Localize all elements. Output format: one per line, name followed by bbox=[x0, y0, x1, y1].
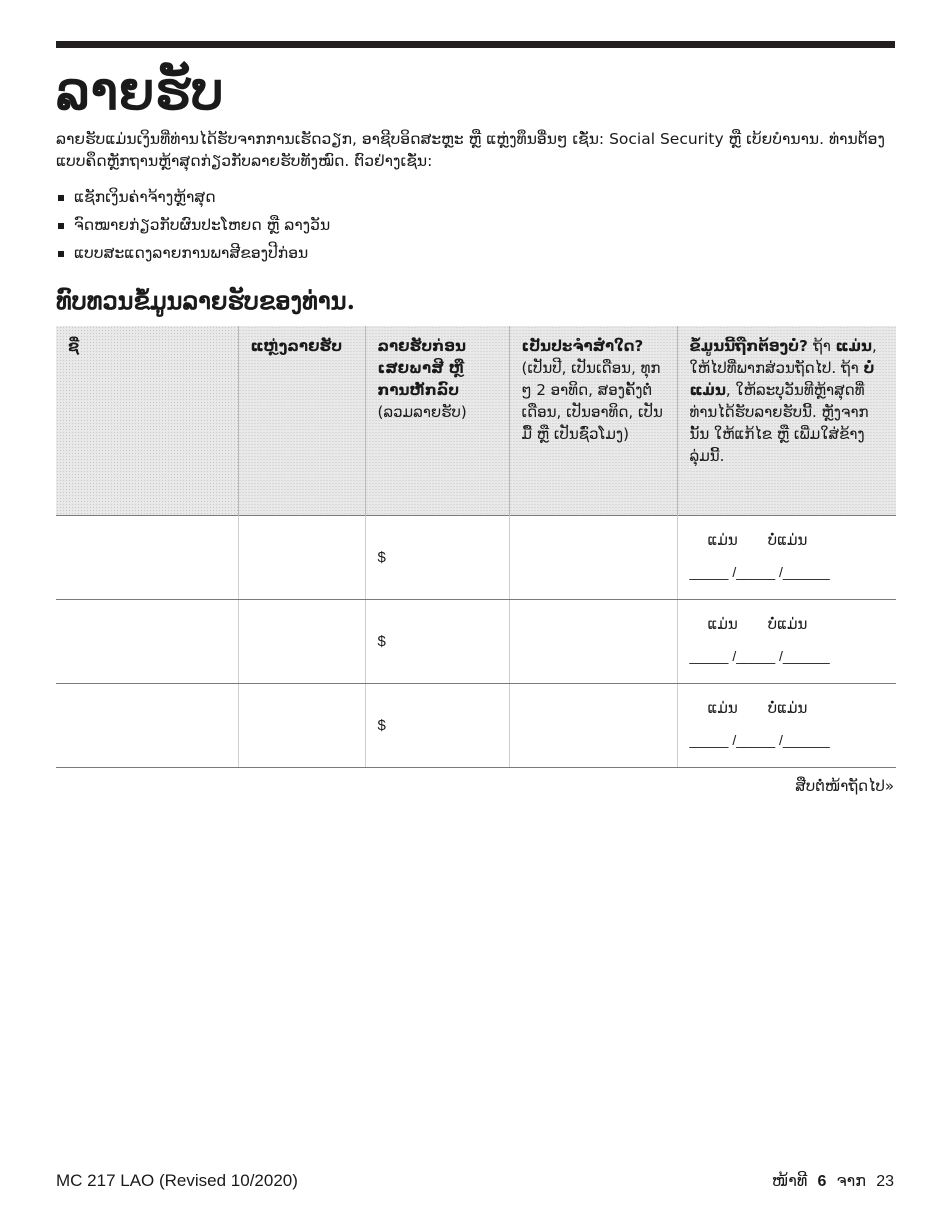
frequency-cell[interactable] bbox=[509, 684, 677, 768]
currency-symbol: $ bbox=[377, 633, 386, 650]
date-field[interactable]: _____ /_____ /______ bbox=[689, 564, 830, 580]
form-id: MC 217 LAO (Revised 10/2020) bbox=[56, 1171, 298, 1190]
currency-symbol: $ bbox=[377, 717, 386, 734]
name-cell[interactable] bbox=[56, 600, 238, 684]
source-cell[interactable] bbox=[238, 516, 365, 600]
bullet-icon bbox=[58, 251, 64, 257]
frequency-cell[interactable] bbox=[509, 516, 677, 600]
verify-cell bbox=[677, 516, 896, 600]
bullet-icon bbox=[58, 195, 64, 201]
header-source: ແຫຼ່ງລາຍຮັບ bbox=[238, 326, 365, 516]
top-rule bbox=[56, 41, 895, 48]
source-cell[interactable] bbox=[238, 684, 365, 768]
name-cell[interactable] bbox=[56, 516, 238, 600]
yes-option[interactable]: ແມ່ນ bbox=[707, 615, 738, 633]
header-frequency: ເປັນປະຈໍາສໍ່າໃດ? (ເປັນປີ, ເປັນເດືອນ, ທຸກໆ 2 ອາທິດ, ສອງຄັ້ງຕໍ່ເດືອນ, ເປັນອາທິດ, ເປັນມື້ ຫຼື ເປັນຊົ່ວໂມງ) bbox=[509, 326, 677, 516]
intro-text: ລາຍຮັບແມ່ນເງິນທີ່ທ່ານໄດ້ຮັບຈາກການເຮັດວຽກ, ອາຊີບອິດສະຫຼະ ຫຼື ແຫຼ່ງທຶນອື່ນໆ ເຊັ່ນ: Social Security ຫຼື ເບ້ຍບໍານານ. ທ່ານຕ້ອງແບບຄຶດຫຼັກຖານຫຼ້າສຸດກ່ຽວກັບລາຍຮັບທັງໝົດ. ຕົວຢ່າງເຊັ່ນ: bbox=[56, 130, 885, 170]
date-field[interactable]: _____ /_____ /______ bbox=[689, 648, 830, 664]
no-option[interactable]: ບໍ່ແມ່ນ bbox=[767, 531, 808, 549]
verify-cell bbox=[677, 600, 896, 684]
gross-income-cell[interactable] bbox=[365, 684, 509, 768]
yes-option[interactable]: ແມ່ນ bbox=[707, 531, 738, 549]
table-row bbox=[56, 600, 896, 684]
table-header-row bbox=[56, 326, 896, 516]
evidence-list bbox=[56, 186, 330, 270]
bullet-icon bbox=[58, 223, 64, 229]
table-row bbox=[56, 684, 896, 768]
page-number: ໜ້າທີ 6 ຈາກ 23 bbox=[771, 1171, 894, 1190]
currency-symbol: $ bbox=[377, 549, 386, 566]
header-name: ຊື່ bbox=[56, 326, 238, 516]
list-item: ຈົດໝາຍກ່ຽວກັບຜົນປະໂຫຍດ ຫຼື ລາງວັນ bbox=[56, 214, 330, 242]
date-field[interactable]: _____ /_____ /______ bbox=[689, 732, 830, 748]
no-option[interactable]: ບໍ່ແມ່ນ bbox=[767, 615, 808, 633]
gross-income-cell[interactable] bbox=[365, 600, 509, 684]
section-heading: ທົບທວນຂໍ້ມູນລາຍຮັບຂອງທ່ານ. bbox=[56, 286, 355, 315]
frequency-cell[interactable] bbox=[509, 600, 677, 684]
list-item: ແບບສະແດງລາຍການພາສີຂອງປີກ່ອນ bbox=[56, 242, 330, 270]
page-title: ລາຍຮັບ bbox=[56, 61, 225, 122]
no-option[interactable]: ບໍ່ແມ່ນ bbox=[767, 699, 808, 717]
income-table bbox=[56, 326, 896, 768]
table-row bbox=[56, 516, 896, 600]
header-gross-income: ລາຍຮັບກ່ອນເສຍພາສີ ຫຼື ການຫັກລົບ (ລວມລາຍຮັບ) bbox=[365, 326, 509, 516]
verify-cell bbox=[677, 684, 896, 768]
name-cell[interactable] bbox=[56, 684, 238, 768]
source-cell[interactable] bbox=[238, 600, 365, 684]
header-verify: ຂໍ້ມູນນີ້ຖືກຕ້ອງບໍ່? ຖ້າ ແມ່ນ, ໃຫ້ໄປທີ່ພາກສ່ວນຖັດໄປ. ຖ້າ ບໍ່ແມ່ນ, ໃຫ້ລະບຸວັນທີຫຼ້າສຸດທີ່ທ່ານໄດ້ຮັບລາຍຮັບນີ້. ຫຼັງຈາກນັ້ນ ໃຫ້ແກ້ໄຂ ຫຼື ເພີ່ມໃສ່ຂ້າງລຸ່ມນີ້. bbox=[677, 326, 896, 516]
list-item: ແຊັກເງິນຄ່າຈ້າງຫຼ້າສຸດ bbox=[56, 186, 330, 214]
yes-option[interactable]: ແມ່ນ bbox=[707, 699, 738, 717]
continue-next-page: ສືບຕໍ່ໜ້າຖັດໄປ» bbox=[795, 777, 894, 795]
gross-income-cell[interactable] bbox=[365, 516, 509, 600]
